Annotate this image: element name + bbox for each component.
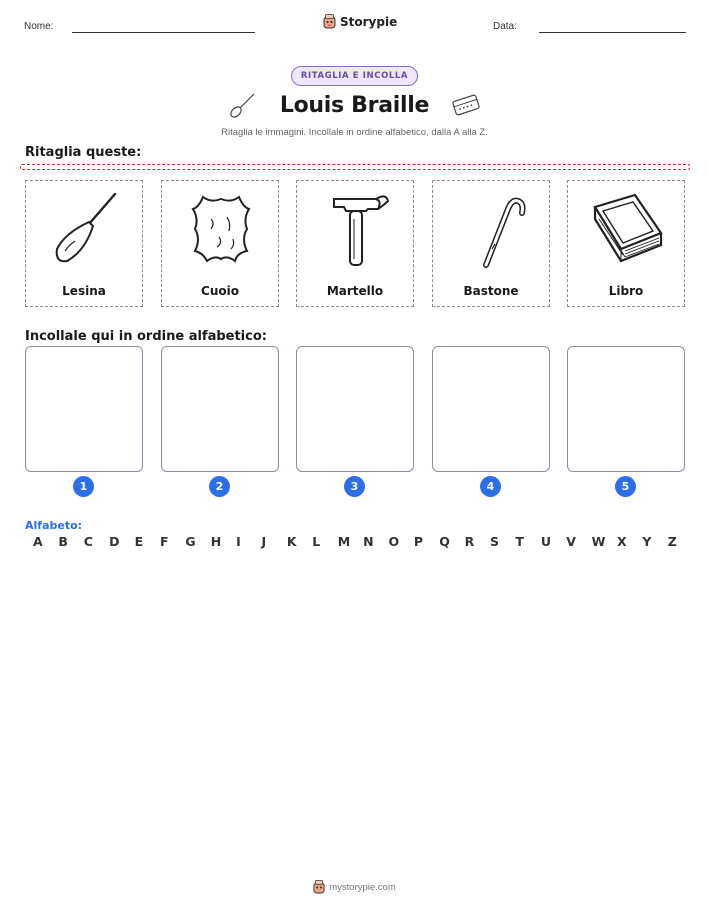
- storypie-mascot-icon: [323, 14, 336, 29]
- alphabet-strip: [33, 534, 693, 549]
- name-label: Nome:: [24, 21, 54, 32]
- alphabet-letter: H: [210, 534, 222, 549]
- cut-card-libro[interactable]: [567, 180, 685, 307]
- position-number: 4: [480, 476, 501, 497]
- position-number: 1: [73, 476, 94, 497]
- alphabet-letter: Y: [642, 534, 652, 549]
- cut-card-cuoio[interactable]: [161, 180, 279, 307]
- cane-icon: [452, 189, 532, 269]
- alphabet-letter: D: [109, 534, 120, 549]
- position-number: 2: [209, 476, 230, 497]
- paste-box-5[interactable]: [567, 346, 685, 472]
- cut-card-lesina[interactable]: [25, 180, 143, 307]
- alphabet-letter: J: [261, 534, 267, 549]
- alphabet-letter: F: [159, 534, 169, 549]
- alphabet-letter: B: [58, 534, 68, 549]
- awl-icon: [45, 189, 125, 269]
- paste-box-3[interactable]: [296, 346, 414, 472]
- footer-url[interactable]: mystorypie.com: [329, 881, 396, 893]
- card-label: Lesina: [62, 284, 106, 298]
- page-title: Louis Braille: [279, 92, 430, 118]
- paste-box-1[interactable]: [25, 346, 143, 472]
- alphabet-letter: U: [540, 534, 551, 549]
- card-label: Bastone: [463, 284, 519, 298]
- alphabet-letter: K: [286, 534, 297, 549]
- leather-hide-icon: [181, 189, 261, 269]
- storypie-mascot-icon: [313, 880, 325, 894]
- alphabet-letter: X: [616, 534, 627, 549]
- position-number: 5: [615, 476, 636, 497]
- awl-icon: [228, 92, 258, 118]
- alphabet-letter: I: [236, 534, 241, 549]
- alphabet-letter: O: [388, 534, 400, 549]
- alphabet-letter: L: [312, 534, 321, 549]
- alphabet-letter: C: [83, 534, 93, 549]
- position-number: 3: [344, 476, 365, 497]
- footer: [313, 880, 396, 894]
- alphabet-letter: M: [337, 534, 351, 549]
- book-icon: [587, 189, 667, 269]
- alphabet-letter: N: [363, 534, 374, 549]
- alphabet-letter: S: [490, 534, 500, 549]
- name-field-line[interactable]: [72, 32, 255, 33]
- activity-badge: RITAGLIA E INCOLLA: [291, 66, 418, 86]
- date-field-line[interactable]: [539, 32, 686, 33]
- alphabet-letter: E: [134, 534, 144, 549]
- paste-box-4[interactable]: [432, 346, 550, 472]
- alphabet-letter: G: [185, 534, 196, 549]
- brand-name: Storypie: [340, 14, 398, 29]
- alphabet-heading: Alfabeto:: [25, 519, 83, 532]
- alphabet-letter: R: [464, 534, 475, 549]
- alphabet-letter: W: [591, 534, 606, 549]
- card-label: Cuoio: [201, 284, 239, 298]
- alphabet-letter: P: [413, 534, 424, 549]
- hammer-icon: [316, 189, 396, 269]
- cut-section-heading: Ritaglia queste:: [25, 145, 142, 160]
- alphabet-letter: V: [566, 534, 576, 549]
- instructions: Ritaglia le immagini. Incollale in ordine alfabetico, dalla A alla Z.: [221, 127, 488, 138]
- braille-slate-icon: [451, 92, 481, 118]
- paste-section-heading: Incollale qui in ordine alfabetico:: [25, 329, 267, 344]
- card-label: Martello: [326, 284, 384, 298]
- paste-box-2[interactable]: [161, 346, 279, 472]
- alphabet-letter: A: [33, 534, 43, 549]
- brand-logo: [323, 14, 397, 29]
- alphabet-letter: Q: [439, 534, 450, 549]
- cut-guide-line: [20, 164, 690, 170]
- card-label: Libro: [608, 284, 644, 298]
- cut-card-martello[interactable]: [296, 180, 414, 307]
- cut-card-bastone[interactable]: [432, 180, 550, 307]
- date-label: Data:: [493, 21, 517, 32]
- alphabet-letter: Z: [667, 534, 677, 549]
- alphabet-letter: T: [515, 534, 524, 549]
